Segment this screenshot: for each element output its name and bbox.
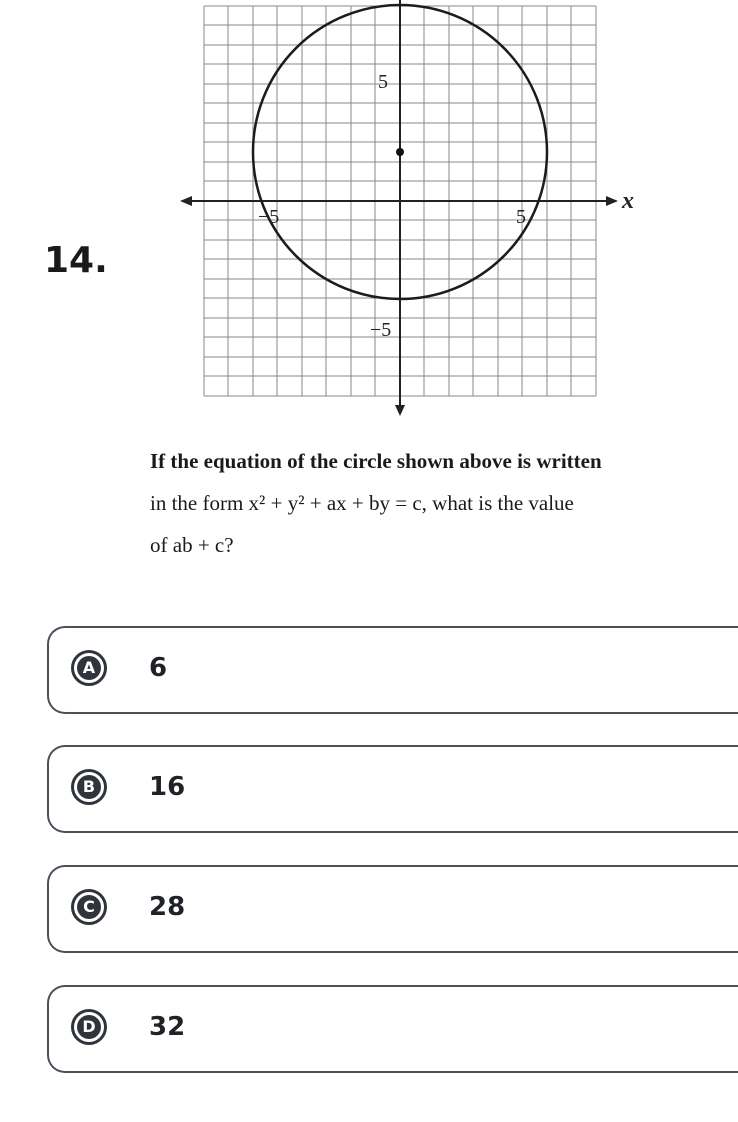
tick-label-y5: 5: [378, 71, 388, 93]
circle-center-point: [396, 148, 404, 156]
choice-d[interactable]: [47, 985, 738, 1073]
choice-c-badge: [71, 889, 107, 925]
choice-b-letter: B: [77, 775, 101, 799]
question-text: [150, 440, 730, 566]
y-axis-down-arrow: [395, 405, 405, 416]
question-line-3: of ab + c?: [150, 533, 234, 557]
choice-b-value: 16: [149, 772, 186, 802]
question-line-1: If the equation of the circle shown above is written: [150, 449, 602, 473]
choice-d-letter: D: [77, 1015, 101, 1039]
tick-label-x5: 5: [516, 206, 526, 228]
choice-d-badge: [71, 1009, 107, 1045]
choice-c[interactable]: [47, 865, 738, 953]
choice-a[interactable]: [47, 626, 738, 714]
question-number: 14.: [44, 240, 108, 281]
circle-graph: [180, 0, 650, 420]
choice-c-value: 28: [149, 892, 186, 922]
choice-b-badge: [71, 769, 107, 805]
choice-a-letter: A: [77, 656, 101, 680]
choice-b[interactable]: [47, 745, 738, 833]
choice-a-badge: [71, 650, 107, 686]
x-axis-label: x: [622, 188, 634, 214]
choice-a-value: 6: [149, 653, 168, 683]
question-line-2: in the form x² + y² + ax + by = c, what is the value: [150, 491, 574, 515]
choice-d-value: 32: [149, 1012, 186, 1042]
choice-c-letter: C: [77, 895, 101, 919]
tick-label-x-neg5: −5: [258, 206, 280, 228]
x-axis-left-arrow: [180, 196, 192, 206]
tick-label-y-neg5: −5: [370, 319, 392, 341]
x-axis-right-arrow: [606, 196, 618, 206]
